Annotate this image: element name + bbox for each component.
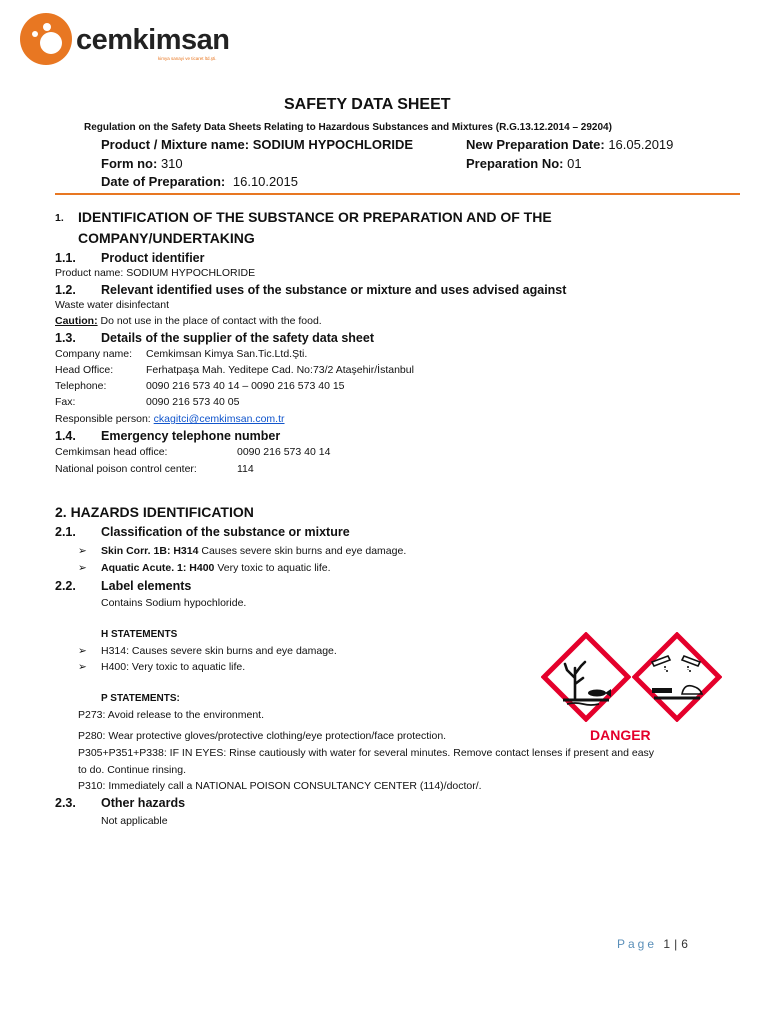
poison-center-value: 114: [237, 463, 254, 475]
head-office-value: Ferhatpaşa Mah. Yeditepe Cad. No:73/2 Ataşehir/İstanbul: [146, 364, 414, 376]
subsection-2-2-number: 2.2.: [55, 579, 76, 593]
fax-label: Fax:: [55, 396, 76, 408]
head-office-label: Head Office:: [55, 364, 114, 376]
form-no-value: 310: [160, 156, 183, 171]
bullet-arrow-icon: ➢: [78, 562, 87, 574]
h-statement-1: H314: Causes severe skin burns and eye damage.: [101, 645, 337, 657]
caution-label: Caution:: [55, 315, 98, 327]
p-statement-4: P310: Immediately call a NATIONAL POISON CONSULTANCY CENTER (114)/doctor/.: [78, 780, 482, 792]
company-name-label: Company name:: [55, 348, 133, 360]
fax-value: 0090 216 573 40 05: [146, 396, 240, 408]
product-name-row: [101, 137, 413, 152]
product-identifier-text: Product name: SODIUM HYPOCHLORIDE: [55, 267, 256, 279]
contains-text: Contains Sodium hypochloride.: [101, 597, 247, 609]
product-name-label: Product / Mixture name:: [101, 137, 250, 152]
subsection-2-3-title: Other hazards: [101, 796, 186, 810]
responsible-person-label: Responsible person:: [55, 413, 151, 425]
signal-word-danger: DANGER: [590, 727, 651, 743]
telephone-value: 0090 216 573 40 14 – 0090 216 573 40 15: [146, 380, 345, 392]
p-statement-3-line1: P305+P351+P338: IF IN EYES: Rinse cautiously with water for several minutes. Remove contact lenses if present and easy: [78, 747, 655, 759]
company-logo: [18, 12, 228, 67]
subsection-1-2-number: 1.2.: [55, 283, 76, 297]
classification-2: [101, 562, 331, 574]
logo-wordmark: cemkimsan: [76, 24, 230, 56]
prep-no-row: [466, 156, 582, 171]
classification-2-code: Aquatic Acute. 1: H400: [101, 562, 215, 574]
identified-use-text: Waste water disinfectant: [55, 299, 169, 311]
page-current: 1: [663, 937, 671, 951]
page-total: 6: [681, 937, 688, 951]
new-prep-date-label: New Preparation Date:: [466, 137, 605, 152]
subsection-2-1-number: 2.1.: [55, 525, 76, 539]
document-title: SAFETY DATA SHEET: [284, 96, 451, 113]
product-name-value: SODIUM HYPOCHLORIDE: [252, 137, 414, 152]
subsection-1-1-number: 1.1.: [55, 251, 76, 265]
subsection-2-3-number: 2.3.: [55, 796, 76, 810]
classification-1-code: Skin Corr. 1B: H314: [101, 545, 199, 557]
regulation-line: Regulation on the Safety Data Sheets Relating to Hazardous Substances and Mixtures (R.G.13.12.2014 – 29204): [84, 122, 612, 133]
section-1-title-line2: COMPANY/UNDERTAKING: [78, 230, 255, 246]
subsection-1-4-number: 1.4.: [55, 429, 76, 443]
page-word: Page: [617, 937, 658, 951]
company-name-value: Cemkimsan Kimya San.Tic.Ltd.Şti.: [146, 348, 308, 360]
head-office-phone-value: 0090 216 573 40 14: [237, 446, 331, 458]
subsection-1-3-number: 1.3.: [55, 331, 76, 345]
header-divider: [55, 193, 740, 195]
prep-date-value: 16.10.2015: [232, 174, 298, 189]
classification-1-text: Causes severe skin burns and eye damage.: [201, 545, 407, 557]
poison-center-label: National poison control center:: [55, 463, 197, 475]
responsible-email-link[interactable]: ckagitci@cemkimsan.com.tr: [153, 413, 285, 425]
classification-2-text: Very toxic to aquatic life.: [217, 562, 331, 574]
page-separator: |: [674, 937, 678, 951]
logo-mark-icon: [18, 12, 80, 67]
subsection-1-1-title: Product identifier: [101, 251, 205, 265]
corrosion-pictogram-icon: [632, 632, 722, 722]
subsection-2-2-title: Label elements: [101, 579, 192, 593]
bullet-arrow-icon: ➢: [78, 545, 87, 557]
subsection-1-2-title: Relevant identified uses of the substance or mixture and uses advised against: [101, 283, 567, 297]
bullet-arrow-icon: ➢: [78, 645, 87, 657]
section-2-title: 2. HAZARDS IDENTIFICATION: [55, 504, 254, 520]
prep-date-row: [101, 174, 298, 189]
classification-1: [101, 545, 406, 557]
caution-row: [55, 315, 322, 327]
page-number-footer: [617, 937, 688, 951]
logo-tagline: kimya sanayi ve ticaret ltd.şti.: [158, 56, 217, 61]
environment-hazard-pictogram-icon: [541, 632, 631, 722]
subsection-1-3-title: Details of the supplier of the safety data sheet: [101, 331, 374, 345]
form-no-row: [101, 156, 183, 171]
h-statements-heading: H STATEMENTS: [101, 629, 178, 640]
p-statement-1: P273: Avoid release to the environment.: [78, 709, 265, 721]
section-1-title-line1: IDENTIFICATION OF THE SUBSTANCE OR PREPARATION AND OF THE: [78, 209, 552, 225]
telephone-label: Telephone:: [55, 380, 107, 392]
prep-no-label: Preparation No:: [466, 156, 564, 171]
responsible-person-row: [55, 413, 285, 425]
h-statement-2: H400: Very toxic to aquatic life.: [101, 661, 246, 673]
head-office-phone-label: Cemkimsan head office:: [55, 446, 168, 458]
form-no-label: Form no:: [101, 156, 158, 171]
p-statement-3-line2: to do. Continue rinsing.: [78, 764, 186, 776]
p-statement-2: P280: Wear protective gloves/protective clothing/eye protection/face protection.: [78, 730, 447, 742]
other-hazards-text: Not applicable: [101, 815, 168, 827]
subsection-2-1-title: Classification of the substance or mixture: [101, 525, 350, 539]
p-statements-heading: P STATEMENTS:: [101, 693, 180, 704]
new-prep-date-value: 16.05.2019: [608, 137, 674, 152]
caution-text: Do not use in the place of contact with the food.: [100, 315, 322, 327]
subsection-1-4-title: Emergency telephone number: [101, 429, 281, 443]
prep-date-label: Date of Preparation:: [101, 174, 226, 189]
bullet-arrow-icon: ➢: [78, 661, 87, 673]
section-1-number: 1.: [55, 212, 64, 224]
prep-no-value: 01: [567, 156, 582, 171]
new-prep-date-row: [466, 137, 673, 152]
